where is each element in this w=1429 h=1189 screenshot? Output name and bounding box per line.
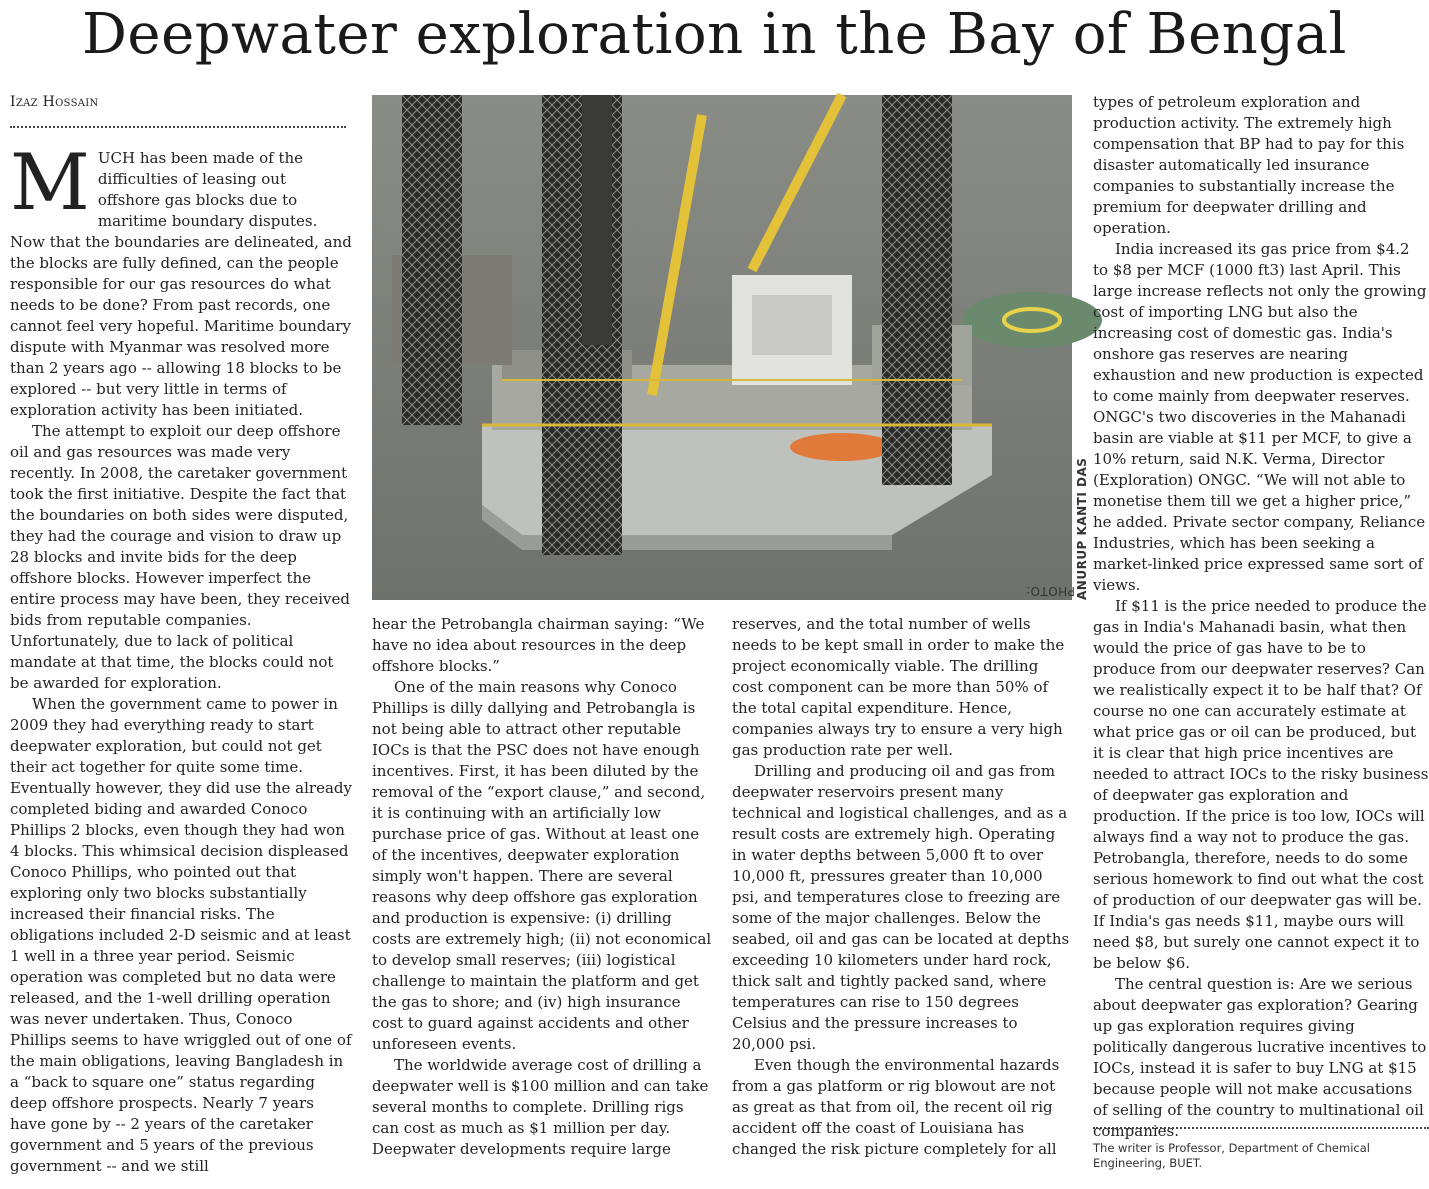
headline: Deepwater exploration in the Bay of Bengal <box>82 2 1347 67</box>
article-paragraph: India increased its gas price from $4.2 to $8 per MCF (1000 ft3) last April. This large increase reflects not only the growing cost of importing LNG but also the increasing cost of domestic gas. India's onshore gas reserves are nearing exhaustion and new production is expected to come mainly from deepwater reserves. ONGC's two discoveries in the Mahanadi basin are viable at $11 per MCF, to give a 10% return, said N.K. Verma, Director (Exploration) ONGC. “We will not able to monetise them till we get a higher price,” he added. Private sector company, Reliance Industries, which has been seeking a market-linked price expressed same sort of views. <box>1093 240 1427 594</box>
article-paragraph: MUCH has been made of the difficulties of leasing out offshore gas blocks due to maritime boundary disputes. Now that the boundaries are delineated, and the blocks are fully defined, can the people responsible for our gas resources do what needs to be done? From past records, one cannot feel very hopeful. Maritime boundary dispute with Myanmar was resolved more than 2 years ago -- allowing 18 blocks to be explored -- but very little in terms of exploration activity has been initiated. <box>10 138 352 419</box>
article-paragraph: types of petroleum exploration and production activity. The extremely high compensation that BP had to pay for this disaster automatically led insurance companies to substantially increase the premium for deepwater drilling and operation. <box>1093 93 1405 237</box>
article-paragraph: Even though the environmental hazards from a gas platform or rig blowout are not as great as that from oil, the recent oil rig accident off the coast of Louisiana has changed the risk picture completely for all <box>732 1056 1060 1158</box>
article-paragraph: One of the main reasons why Conoco Phillips is dilly dallying and Petrobangla is not being able to attract other reputable IOCs is that the PSC does not have enough incentives. First, it has been diluted by the removal of the “export clause,” and second, it is continuing with an artificially low purchase price of gas. Without at least one of the incentives, deepwater exploration simply won't happen. There are several reasons why deep offshore gas exploration and production is expensive: (i) drilling costs are extremely high; (ii) not economical to develop small reserves; (iii) logistical challenge to maintain the platform and get the gas to shore; and (iv) high insurance cost to guard against accidents and other unforeseen events. <box>372 678 712 1053</box>
article-column-3 <box>732 614 1074 1174</box>
author-footnote: The writer is Professor, Department of Chemical Engineering, BUET. <box>1093 1141 1370 1170</box>
article-paragraph: If $11 is the price needed to produce the gas in India's Mahanadi basin, what then would the price of gas have to be to produce from our deepwater reserves? Can we realistically expect it to be half that? Of course no one can accurately estimate at what price gas or oil can be produced, but it is clear that high price incentives are needed to attract IOCs to the risky business of deepwater gas exploration and production. If the price is too low, IOCs will always find a way not to produce the gas. Petrobangla, therefore, needs to do some serious homework to find out what the cost of production of our deepwater gas will be. If India's gas needs $11, maybe ours will need $8, but surely one cannot expect it to be below $6. <box>1093 597 1429 972</box>
article-paragraph: The attempt to exploit our deep offshore oil and gas resources was made very recently. In 2008, the caretaker government took the first initiative. Despite the fact that the boundaries on both sides were disputed, they had the courage and vision to draw up 28 blocks and invite bids for the deep offshore blocks. However imperfect the entire process may have been, they received bids from reputable companies. Unfortunately, due to lack of political mandate at that time, the blocks could not be awarded for exploration. <box>10 422 350 692</box>
article-paragraph: reserves, and the total number of wells needs to be kept small in order to make the project economically viable. The drilling cost component can be more than 50% of the total capital expenditure. Hence, companies always try to ensure a very high gas production rate per well. <box>732 615 1065 759</box>
article-paragraph: The worldwide average cost of drilling a deepwater well is $100 million and can take several months to complete. Drilling rigs can cost as much as $1 million per day. Deepwater developments require large <box>372 1056 709 1158</box>
article-column-1 <box>10 138 352 1178</box>
article-column-2 <box>372 614 714 1174</box>
photo-credit: PHOTO: ANURUP KANTI DAS <box>1025 457 1089 600</box>
article-paragraph: hear the Petrobangla chairman saying: “We have no idea about resources in the deep offshore blocks.” <box>372 615 705 675</box>
byline: Izaz Hossain <box>10 94 99 110</box>
article-column-4 <box>1093 92 1429 1140</box>
dropcap: M <box>10 138 90 228</box>
footnote-divider <box>1093 1127 1429 1129</box>
byline-divider <box>10 126 346 128</box>
article-paragraph: When the government came to power in 2009 they had everything ready to start deepwater exploration, but could not get their act together for quite some time. Eventually however, they did use the already completed biding and awarded Conoco Phillips 2 blocks, even though they had won 4 blocks. This whimsical decision displeased Conoco Phillips, who pointed out that exploring only two blocks substantially increased their financial risks. The obligations included 2-D seismic and at least 1 well in a three year period. Seismic operation was completed but no data were released, and the 1-well drilling operation was never undertaken. Thus, Conoco Phillips seems to have wriggled out of one of the main obligations, leaving Bangladesh in a “back to square one” status regarding deep offshore prospects. Nearly 7 years have gone by -- 2 years of the caretaker government and 5 years of the previous government -- and we still <box>10 695 352 1175</box>
article-paragraph: The central question is: Are we serious about deepwater gas exploration? Gearing up gas exploration requires giving politically dangerous lucrative incentives to IOCs, instead it is safer to buy LNG at $15 because people will not make accusations of selling of the country to multinational oil companies. <box>1093 975 1427 1140</box>
article-paragraph: Drilling and producing oil and gas from deepwater reservoirs present many technical and logistical challenges, and as a result costs are extremely high. Operating in water depths between 5,000 ft to over 10,000 ft, pressures greater than 10,000 psi, and temperatures close to freezing are some of the major challenges. Below the seabed, oil and gas can be located at depths exceeding 10 kilometers under hard rock, thick salt and tightly packed sand, where temperatures can rise to 150 degrees Celsius and the pressure increases to 20,000 psi. <box>732 762 1070 1053</box>
offshore-rig-photo <box>372 95 1072 600</box>
